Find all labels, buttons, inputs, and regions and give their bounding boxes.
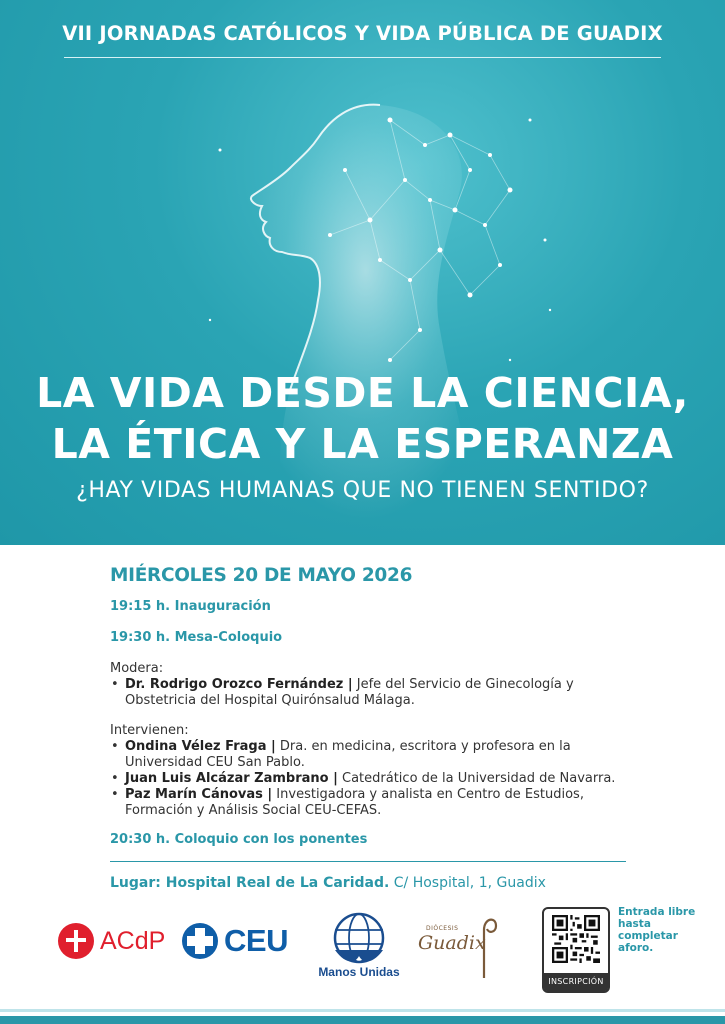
free-entry-note: Entrada libre hasta completar aforo. [618,906,696,954]
moderator-item [110,677,640,709]
footer-accent-line [0,1009,725,1012]
footer-bar [0,1016,725,1024]
diocesis-label: DIÓCESIS [426,925,459,932]
moderator-section [110,661,640,709]
event-title: VII JORNADAS CATÓLICOS Y VIDA PÚBLICA DE GUADIX [62,22,663,45]
section-divider [110,861,626,862]
speaker-role: Investigadora y analista en Centro de Estudios, Formación y Análisis Social CEU-CEFAS. [125,787,584,818]
diocesis-guadix-logo [418,910,498,982]
ceu-cross-icon [182,923,218,959]
headline-line-2: LA ÉTICA Y LA ESPERANZA [51,420,674,468]
venue-label: Lugar: Hospital Real de La Caridad. [110,875,390,891]
speaker-role: Dra. en medicina, escritora y profesora en la Universidad CEU San Pablo. [125,739,571,770]
venue [110,875,546,891]
speakers-section [110,723,640,819]
qr-code-icon [552,915,600,963]
schedule-inauguration: 19:15 h. Inauguración [110,599,271,614]
speaker-role: Catedrático de la Universidad de Navarra. [337,771,616,786]
manos-unidas-logo [305,912,413,984]
headline [0,368,725,470]
crozier-icon [472,912,498,980]
acdp-cross-icon [58,923,94,959]
speakers-label: Intervienen: [110,723,189,738]
schedule-round-table: 19:30 h. Mesa-Coloquio [110,630,283,645]
speaker-name: Ondina Vélez Fraga | [125,739,276,754]
schedule-colloquium: 20:30 h. Coloquio con los ponentes [110,832,368,847]
acdp-logo-text: ACdP [100,927,166,955]
ceu-logo-text: CEU [224,923,288,958]
guadix-logo-text: Guadix [418,932,486,954]
ceu-logo [182,922,294,962]
venue-address: C/ Hospital, 1, Guadix [389,875,546,891]
moderator-name: Dr. Rodrigo Orozco Fernández | [125,677,353,692]
manos-unidas-text: Manos Unidas [318,965,400,979]
qr-registration-label: INSCRIPCIÓN [544,973,608,991]
headline-line-1: LA VIDA DESDE LA CIENCIA, [36,369,689,417]
speaker-item [110,771,640,787]
speaker-name: Paz Marín Cánovas | [125,787,273,802]
moderator-label: Modera: [110,661,164,676]
event-date: MIÉRCOLES 20 DE MAYO 2026 [110,565,413,586]
subheadline: ¿HAY VIDAS HUMANAS QUE NO TIENEN SENTIDO? [76,478,649,503]
acdp-logo [58,922,168,962]
speaker-item [110,739,640,771]
speaker-name: Juan Luis Alcázar Zambrano | [125,771,338,786]
registration-qr-code[interactable] [542,907,610,993]
speaker-item [110,787,640,819]
moderator-role: Jefe del Servicio de Ginecología y Obstetricia del Hospital Quirónsalud Málaga. [125,677,574,708]
globe-hands-icon [305,912,413,966]
title-divider [64,57,661,58]
